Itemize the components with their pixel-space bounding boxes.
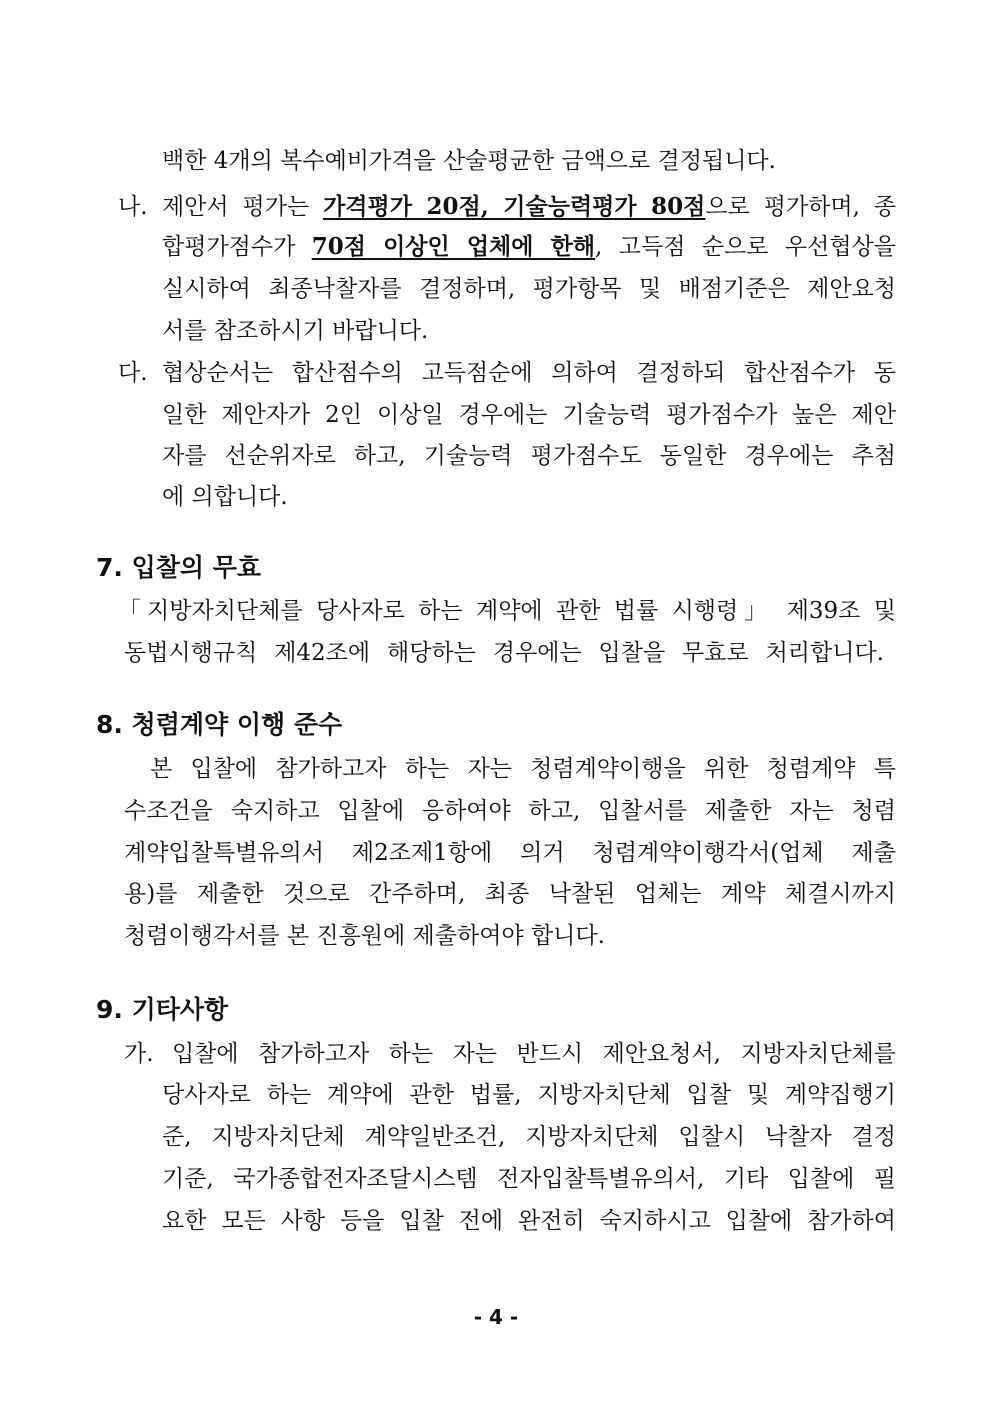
paragraph-line (162, 232, 896, 262)
paragraph-line: 기준, 국가종합전자조달시스템 전자입찰특별유의서, 기타 입찰에 필 (162, 1166, 896, 1192)
item-marker: 다. (118, 360, 148, 386)
paragraph-line: 본 입찰에 참가하고자 하는 자는 청렴계약이행을 위한 청렴계약 특 (150, 756, 896, 782)
text-run: 합평가점수가 (162, 234, 312, 260)
paragraph-line: 협상순서는 합산점수의 고득점순에 의하여 결정하되 합산점수가 동 (162, 360, 896, 386)
paragraph-line: 용)를 제출한 것으로 간주하며, 최종 낙찰된 업체는 계약 체결시까지 (124, 881, 896, 907)
paragraph-line: 일한 제안자가 2인 이상일 경우에는 기술능력 평가점수가 높은 제안 (162, 402, 896, 428)
emphasis-text: 가격평가 20점, 기술능력평가 80점 (323, 193, 706, 220)
text-run: 제안서 평가는 (162, 194, 324, 220)
text-run: , 고득점 순으로 우선협상을 (595, 234, 896, 260)
paragraph-line: 백한 4개의 복수예비가격을 산술평균한 금액으로 결정됩니다. (162, 148, 776, 174)
paragraph-line: 준, 지방자치단체 계약일반조건, 지방자치단체 입찰시 낙찰자 결정 (162, 1124, 896, 1150)
item-marker: 가. (124, 1041, 154, 1067)
section-heading: 7. 입찰의 무효 (96, 553, 262, 582)
page-number: - 4 - (473, 1305, 519, 1329)
paragraph-line: 동법시행규칙 제42조에 해당하는 경우에는 입찰을 무효로 처리합니다. (124, 640, 884, 666)
paragraph-line: 자를 선순위자로 하고, 기술능력 평가점수도 동일한 경우에는 추첨 (162, 443, 896, 469)
paragraph-line: 계약입찰특별유의서 제2조제1항에 의거 청렴계약이행각서(업체 제출 (124, 840, 896, 866)
text-run: 으로 평가하며, 종 (705, 194, 896, 220)
item-marker: 나. (118, 194, 148, 220)
section-heading: 9. 기타사항 (96, 995, 229, 1024)
paragraph-line: 에 의합니다. (162, 484, 288, 510)
paragraph-line: 수조건을 숙지하고 입찰에 응하여야 하고, 입찰서를 제출한 자는 청렴 (124, 798, 896, 824)
paragraph-line: 청렴이행각서를 본 진흥원에 제출하여야 합니다. (124, 923, 605, 949)
paragraph-line: 당사자로 하는 계약에 관한 법률, 지방자치단체 입찰 및 계약집행기 (162, 1082, 896, 1108)
paragraph-line (162, 192, 896, 222)
paragraph-line: 「지방자치단체를 당사자로 하는 계약에 관한 법률 시행령」 제39조 및 (118, 598, 896, 624)
paragraph-line: 요한 모든 사항 등을 입찰 전에 완전히 숙지하시고 입찰에 참가하여 (162, 1208, 896, 1234)
emphasis-text: 70점 이상인 업체에 한해 (311, 233, 596, 260)
paragraph-line: 서를 참조하시기 바랍니다. (162, 318, 429, 344)
paragraph-line: 입찰에 참가하고자 하는 자는 반드시 제안요청서, 지방자치단체를 (172, 1041, 896, 1067)
section-heading: 8. 청렴계약 이행 준수 (96, 710, 343, 739)
paragraph-line: 실시하여 최종낙찰자를 결정하며, 평가항목 및 배점기준은 제안요청 (162, 276, 896, 302)
